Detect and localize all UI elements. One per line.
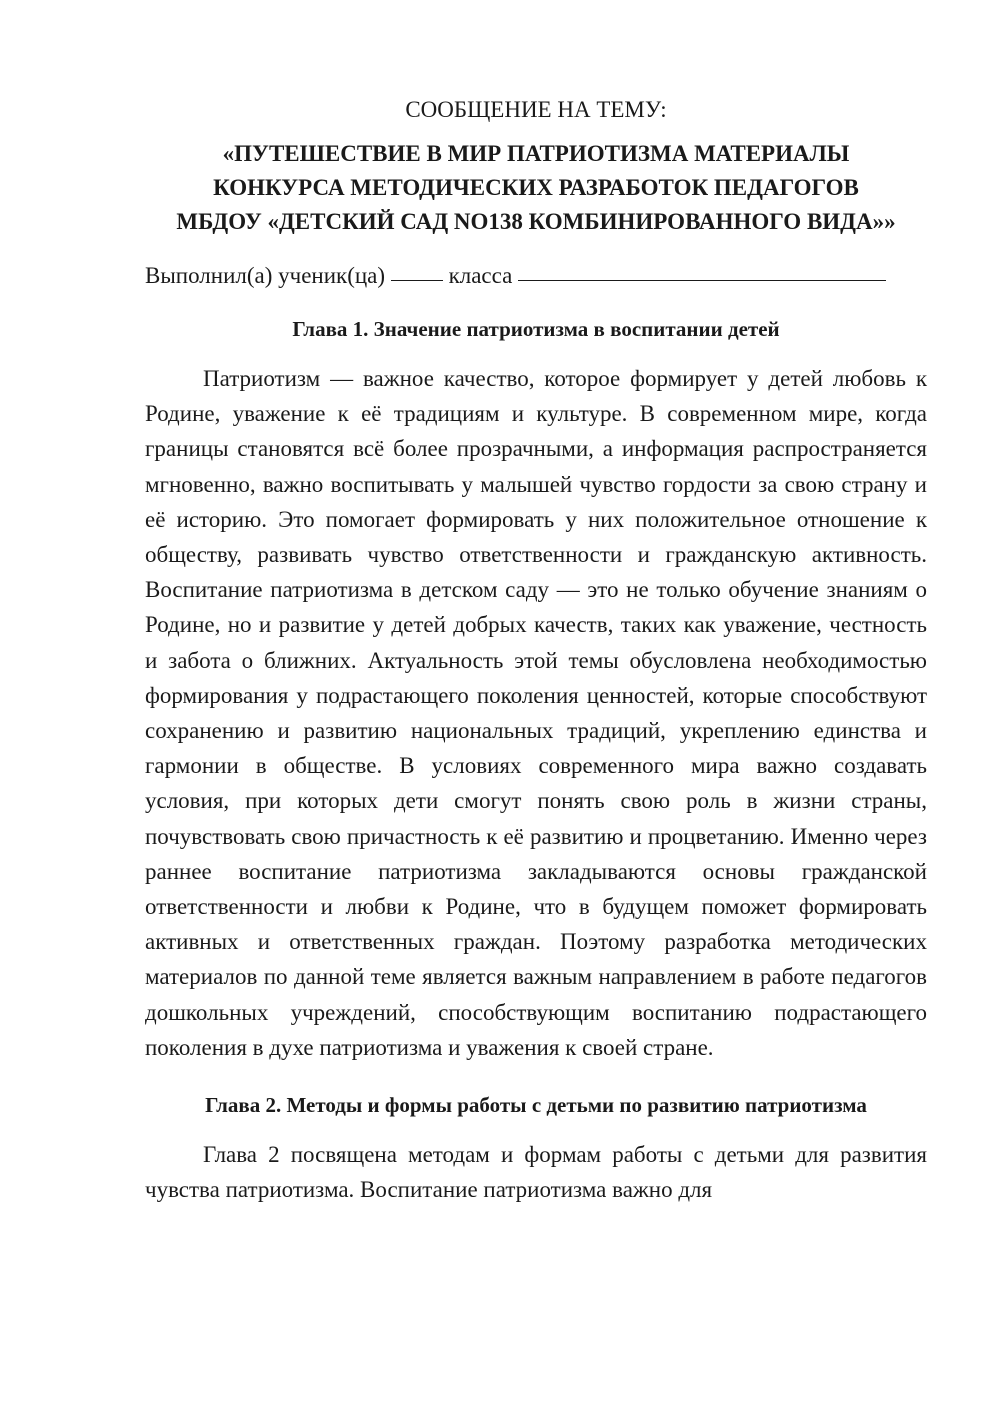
grade-blank: [391, 256, 443, 281]
document-title: [145, 137, 927, 239]
class-label: класса: [448, 263, 513, 288]
document-header: СООБЩЕНИЕ НА ТЕМУ:: [405, 97, 667, 122]
chapter-1-heading: Глава 1. Значение патриотизма в воспитании детей: [292, 317, 780, 341]
chapter-2-paragraph: Глава 2 посвящена методам и формам работы с детьми для развития чувства патриотизма. Воспитание патриотизма важно для: [145, 1142, 927, 1203]
chapter-2-heading: Глава 2. Методы и формы работы с детьми по развитию патриотизма: [205, 1093, 867, 1118]
document-body: [145, 93, 927, 1207]
title-line-2: КОНКУРСА МЕТОДИЧЕСКИХ РАЗРАБОТОК ПЕДАГОГОВ: [213, 175, 859, 200]
chapter-1-paragraph: Патриотизм — важное качество, которое формирует у детей любовь к Родине, уважение к её традициям и культуре. В современном мире, когда границы становятся всё более прозрачными, а информация распространяется мгновенно, важно воспитывать у малышей чувство гордости за свою страну и её историю. Это помогает формировать у них положительное отношение к обществу, развивать чувство ответственности и гражданскую активность. Воспитание патриотизма в детском саду — это не только обучение знаниям о Родине, но и развитие у детей добрых качеств, таких как уважение, честность и забота о ближних. Актуальность этой темы обусловлена необходимостью формирования у подрастающего поколения ценностей, которые способствуют сохранению и развитию национальных традиций, укреплению единства и гармонии в обществе. В условиях современного мира важно создавать условия, при которых дети смогут понять свою роль в жизни страны, почувствовать свою причастность к её развитию и процветанию. Именно через раннее воспитание патриотизма закладываются основы гражданской ответственности и любви к Родине, что в будущем поможет формировать активных и ответственных граждан. Поэтому разработка методических материалов по данной теме является важным направлением в работе педагогов дошкольных учреждений, способствующим воспитанию подрастающего поколения в духе патриотизма и уважения к своей стране.: [145, 366, 927, 1060]
title-line-1: «ПУТЕШЕСТВИЕ В МИР ПАТРИОТИЗМА МАТЕРИАЛЫ: [222, 141, 850, 166]
author-label: Выполнил(а) ученик(ца): [145, 263, 386, 288]
title-line-3: МБДОУ «ДЕТСКИЙ САД NO138 КОМБИНИРОВАННОГО ВИДА»»: [176, 209, 896, 234]
author-line: [145, 258, 927, 293]
name-blank: [518, 256, 886, 281]
